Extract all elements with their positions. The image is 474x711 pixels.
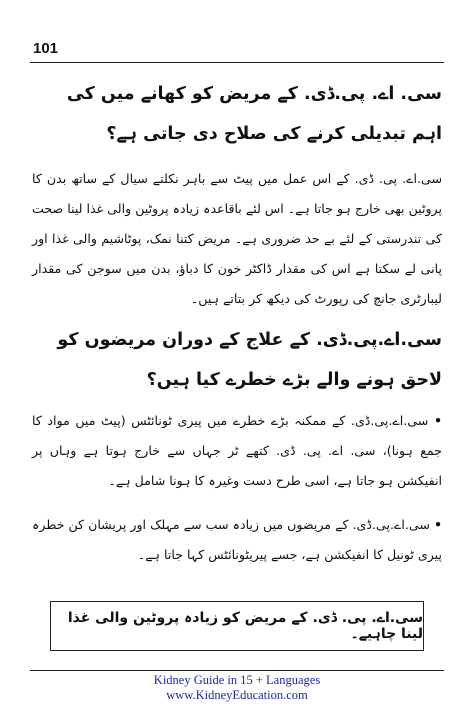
risk-bullet-text: سی.اے.پی.ڈی. کے مریضوں میں زیادہ سب سے مہلک اور پریشان کن خطرہ پیری ٹونیل کا انفیکشن ہے، جسے پیریٹونائٹس کہا جاتا ہے۔: [32, 517, 442, 562]
diet-paragraph: سی.اے. پی. ڈی. کے اس عمل میں پیٹ سے باہر نکلتے سیال کے ساتھ بدن کا پروٹین بھی خارج ہو جاتا ہے۔ اس لئے باقاعدہ زیادہ پروٹین والی غذا لینا صحت کی تندرستی کے لئے بے حد ضروری ہے۔ مریض کتنا نمک، پوٹاشیم والی غذا اور پانی لے سکتا ہے اس کی مقدار ڈاکٹر خون کا دباؤ، بدن میں سوجن کی مقدار لیبارٹری جانچ کی رپورٹ کی دیکھ کر بتاتے ہیں۔: [32, 171, 442, 306]
risk-bullet-item: [32, 406, 442, 496]
section-heading-risks: سی.اے.پی.ڈی. کے علاج کے دوران مریضوں کو لاحق ہونے والے بڑے خطرے کیا ہیں؟: [57, 330, 442, 390]
key-note-box: [50, 601, 424, 651]
section-heading-diet: سی. اے. پی.ڈی. کے مریض کو کھانے میں کی اہم تبدیلی کرنے کی صلاح دی جاتی ہے؟: [66, 84, 442, 144]
key-note-text: سی.اے. پی. ڈی. کے مریض کو زیادہ پروٹین والی غذا لینا چاہیے۔: [67, 610, 423, 642]
header-divider: [30, 62, 444, 63]
risk-bullet-text: سی.اے.پی.ڈی. کے ممکنہ بڑے خطرے میں پیری ٹونائٹس (پیٹ میں مواد کا جمع ہونا)، سی. اے. پی. ڈی. کتھے ٹر جہاں سے خارج ہوتا ہے وہاں پر انفیکشن ہو جاتا ہے، اسی طرح دست وغیرہ کا ہونا شامل ہے۔: [32, 413, 442, 488]
risk-bullet-item: [32, 510, 442, 570]
page-number: 101: [33, 40, 59, 57]
page-content: [32, 68, 442, 570]
page-footer: [0, 673, 474, 703]
bullet-icon: •: [433, 413, 442, 428]
footer-website: www.KidneyEducation.com: [166, 688, 308, 702]
footer-title: Kidney Guide in 15 + Languages: [153, 673, 321, 687]
bullet-icon: •: [433, 517, 442, 532]
footer-divider: [30, 670, 444, 671]
